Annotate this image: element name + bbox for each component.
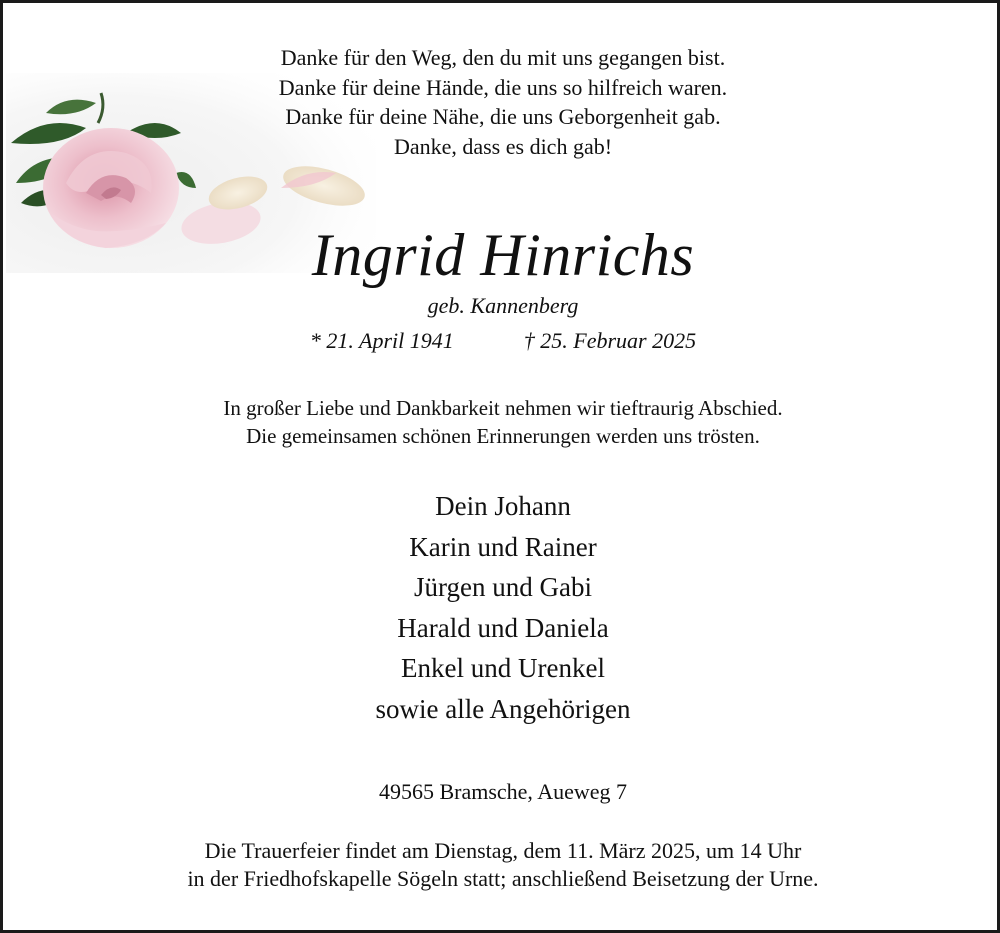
deceased-name: Ingrid Hinrichs <box>311 222 695 288</box>
birth-name: geb. Kannenberg <box>427 293 579 318</box>
mourner: Harald und Daniela <box>397 612 609 643</box>
poem-line: Danke für deine Nähe, die uns Geborgenheit gab. <box>285 104 721 129</box>
funeral-line: in der Friedhofskapelle Sögeln statt; anschließend Beisetzung der Urne. <box>187 866 819 891</box>
mourner: sowie alle Angehörigen <box>375 693 631 724</box>
poem-line: Danke, dass es dich gab! <box>393 133 613 159</box>
poem-line: Danke für den Weg, den du mit uns gegangen bist. <box>280 45 726 70</box>
life-dates <box>3 325 1000 357</box>
mourners-list <box>3 486 1000 730</box>
funeral-info <box>3 837 1000 893</box>
address: 49565 Bramsche, Aueweg 7 <box>378 779 628 804</box>
farewell-line: In großer Liebe und Dankbarkeit nehmen wir tieftraurig Abschied. <box>223 396 783 420</box>
farewell-line: Die gemeinsamen schönen Erinnerungen werden uns trösten. <box>246 424 760 448</box>
poem <box>3 43 1000 161</box>
death-date: † 25. Februar 2025 <box>523 328 697 353</box>
poem-line: Danke für deine Hände, die uns so hilfreich waren. <box>278 74 728 100</box>
farewell-text <box>3 394 1000 450</box>
mourner: Dein Johann <box>435 491 571 521</box>
mourner: Enkel und Urenkel <box>401 653 605 684</box>
birth-date: * 21. April 1941 <box>309 328 454 353</box>
funeral-line: Die Trauerfeier findet am Dienstag, dem 11. März 2025, um 14 Uhr <box>204 838 802 863</box>
mourner: Jürgen und Gabi <box>414 572 592 603</box>
mourner: Karin und Rainer <box>409 531 597 562</box>
